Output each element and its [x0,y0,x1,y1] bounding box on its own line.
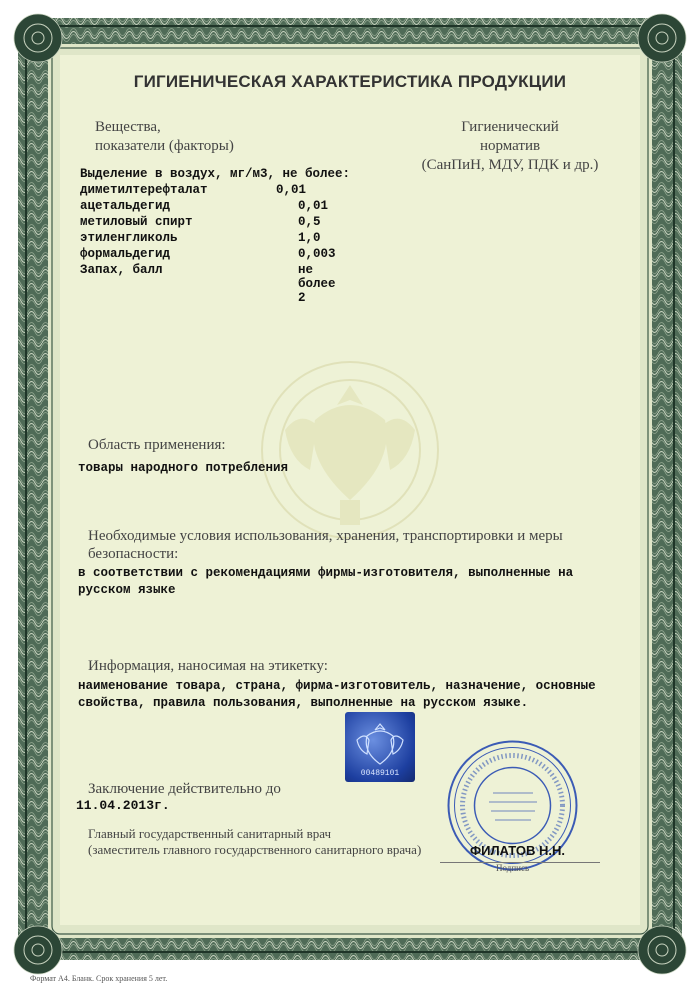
substance-name: диметилтерефталат [80,183,208,197]
hologram-number: 00489101 [360,769,400,778]
emission-row [80,231,321,245]
document-title: ГИГИЕНИЧЕСКАЯ ХАРАКТЕРИСТИКА ПРОДУКЦИИ [133,72,567,91]
emission-row [80,199,329,213]
column-header-norm [400,118,620,175]
column-header-norm-line: Гигиенический [461,119,559,135]
column-header-norm-line: (СанПиН, МДУ, ПДК и др.) [421,157,599,173]
label-info-text-line: свойства, правила пользования, выполненные на русском языке. [78,696,529,710]
emission-row [80,183,307,197]
conditions-text-line: русском языке [78,583,176,597]
column-header-substances [95,118,234,156]
conditions-label-line: безопасности: [88,546,179,562]
coat-of-arms-watermark-icon [255,350,445,550]
substance-value: 0,01 [298,199,329,213]
substance-name: ацетальдегид [80,199,171,213]
substance-name: Запах, балл [80,263,163,277]
column-header-substances-line: Вещества, [95,119,161,135]
label-info-label: Информация, наносимая на этикетку: [88,658,328,674]
emissions-intro: Выделение в воздух, мг/м3, не более: [80,167,351,181]
substance-value: 1,0 [298,231,321,245]
substance-value: 0,01 [276,183,307,197]
substance-name: формальдегид [80,247,171,261]
substance-value: 0,003 [298,247,336,261]
conditions-label-line: Необходимые условия использования, хранения, транспортировки и меры [88,528,563,544]
signatory-title-line: (заместитель главного государственного санитарного врача) [88,842,422,857]
substance-value: 0,5 [298,215,321,229]
label-info-text-line: наименование товара, страна, фирма-изготовитель, назначение, основные [78,679,596,693]
hologram-sticker [345,712,415,782]
validity-date: 11.04.2013г. [76,798,170,813]
signature-caption: Подпись [496,863,530,873]
emission-row [80,215,321,229]
form-footer: Формат А4. Бланк. Срок хранения 5 лет. [30,974,168,983]
substance-name: этиленгликоль [80,231,178,245]
column-header-norm-line: норматив [479,138,541,154]
substance-name: метиловый спирт [80,215,193,229]
signatory-title-line: Главный государственный санитарный врач [88,826,332,841]
scope-text: товары народного потребления [78,461,289,475]
emission-row [80,247,336,261]
scope-label: Область применения: [88,437,226,453]
column-header-substances-line: показатели (факторы) [95,138,234,154]
validity-label: Заключение действительно до [88,781,281,797]
emission-row [80,263,336,305]
substance-value: не более 2 [298,263,336,305]
signatory-name: ФИЛАТОВ Н.Н. [470,843,566,858]
conditions-text-line: в соответствии с рекомендациями фирмы-изготовителя, выполненные на [78,566,574,580]
